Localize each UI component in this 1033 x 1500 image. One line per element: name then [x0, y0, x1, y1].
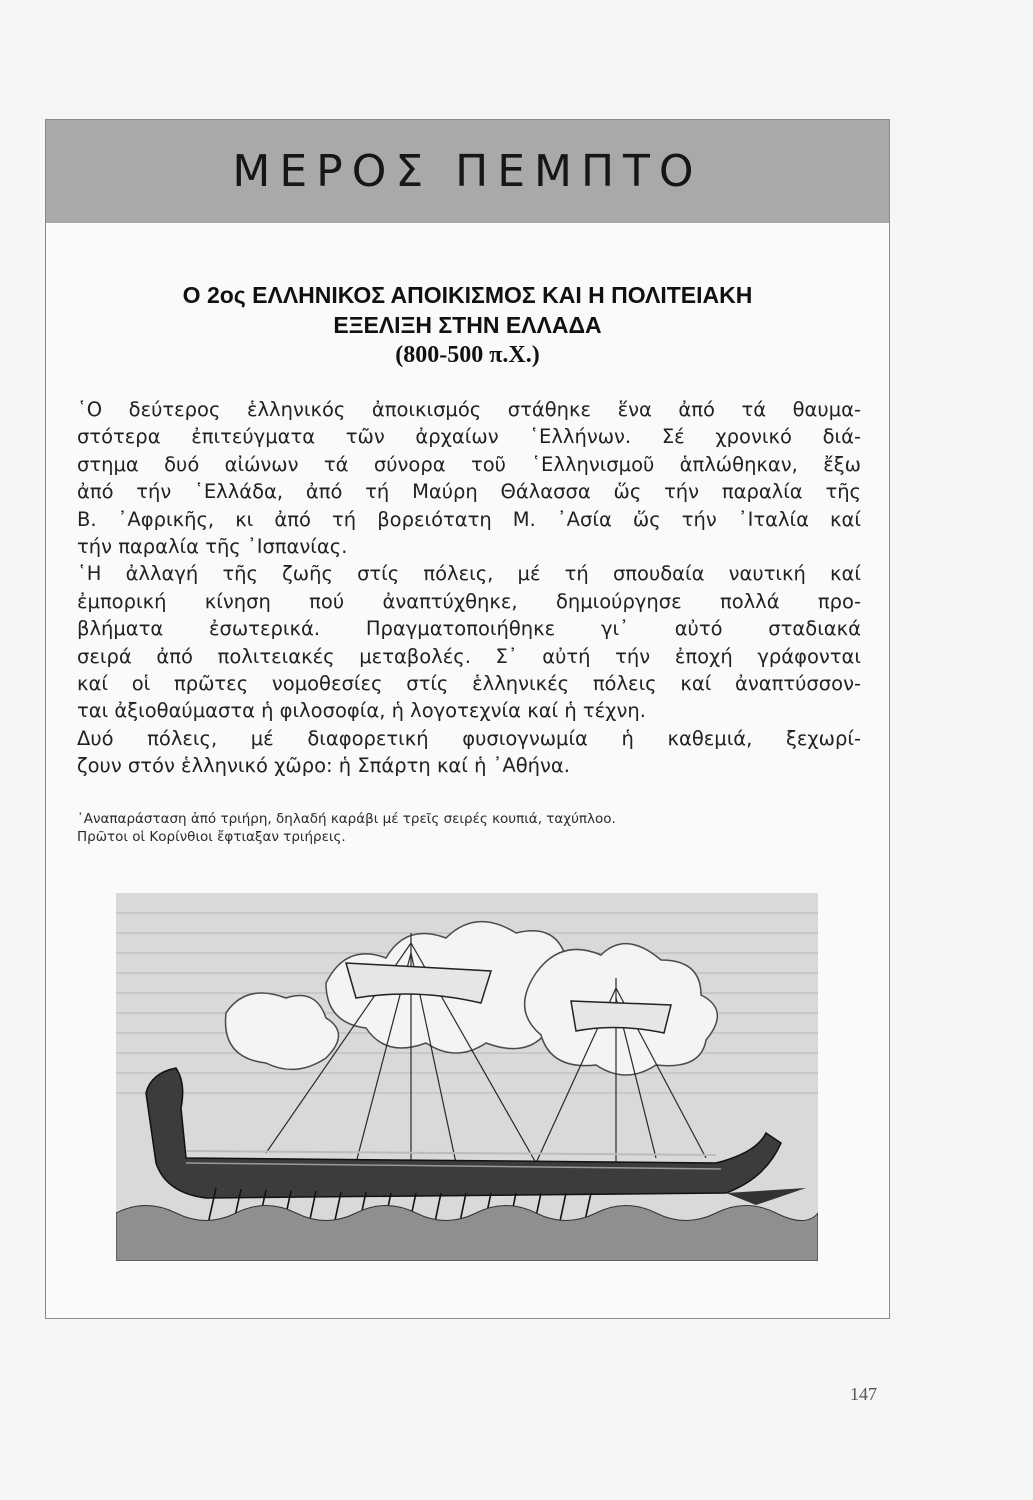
chapter-dates: (800-500 π.Χ.)	[395, 342, 540, 368]
text-line: καί οἱ πρῶτες νομοθεσίες στίς ἑλληνικές πόλεις καί ἀναπτύσσον-	[77, 672, 861, 696]
text-line: ἀπό τήν ῾Ελλάδα, ἀπό τή Μαύρη Θάλασσα ὥς τήν παραλία τῆς	[77, 480, 861, 504]
part-banner	[46, 120, 889, 223]
page-number: 147	[850, 1384, 877, 1404]
text-line: τήν παραλία τῆς ᾿Ισπανίας.	[77, 535, 348, 559]
caption-line-2: Πρῶτοι οἱ Κορίνθιοι ἔφτιαξαν τριήρεις.	[77, 829, 346, 845]
chapter-frame	[45, 119, 890, 1319]
text-line: ζουν στόν ἑλληνικό χῶρο: ἡ Σπάρτη καί ἡ ᾿Αθήνα.	[77, 754, 570, 778]
text-line: ται ἀξιοθαύμαστα ἡ φιλοσοφία, ἡ λογοτεχνία καί ἡ τέχνη.	[77, 699, 646, 723]
text-line: ἐμπορική κίνηση πού ἀναπτύχθηκε, δημιούργησε πολλά προ-	[77, 589, 861, 613]
chapter-title-line-1: Ο 2ος ΕΛΛΗΝΙΚΟΣ ΑΠΟΙΚΙΣΜΟΣ ΚΑΙ Η ΠΟΛΙΤΕΙΑΚΗ	[182, 282, 753, 308]
body-text	[77, 396, 861, 780]
figure-caption	[77, 810, 857, 846]
part-title: ΜΕΡΟΣ ΠΕΜΠΤΟ	[232, 146, 703, 197]
text-line: Β. ᾿Αφρικῆς, κι ἀπό τή βορειότατη Μ. ᾿Ασία ὥς τήν ᾿Ιταλία καί	[77, 507, 861, 531]
text-line: στότερα ἐπιτεύγματα τῶν ἀρχαίων ῾Ελλήνων. Σέ χρονικό διά-	[77, 425, 861, 449]
caption-line-1: ᾿Αναπαράσταση ἀπό τριήρη, δηλαδή καράβι μέ τρεῖς σειρές κουπιά, ταχύπλοο.	[77, 811, 616, 827]
chapter-title-line-2: ΕΞΕΛΙΞΗ ΣΤΗΝ ΕΛΛΑΔΑ	[333, 312, 602, 338]
text-line: βλήματα ἐσωτερικά. Πραγματοποιήθηκε γι᾿ αὐτό σταδιακά	[77, 617, 861, 641]
trireme-illustration	[116, 893, 818, 1261]
text-line: ῾Ο δεύτερος ἑλληνικός ἀποικισμός στάθηκε ἕνα ἀπό τά θαυμα-	[77, 398, 861, 421]
text-line: στημα δυό αἰώνων τά σύνορα τοῦ ῾Ελληνισμοῦ ἁπλώθηκαν, ἔξω	[77, 452, 861, 476]
text-line: σειρά ἀπό πολιτειακές μεταβολές. Σ᾿ αὐτή τήν ἐποχή γράφονται	[77, 644, 861, 668]
text-line: ῾Η ἀλλαγή τῆς ζωῆς στίς πόλεις, μέ τή σπουδαία ναυτική καί	[77, 562, 861, 586]
chapter-heading	[46, 280, 889, 370]
text-line: Δυό πόλεις, μέ διαφορετική φυσιογνωμία ἡ καθεμιά, ξεχωρί-	[77, 726, 861, 750]
